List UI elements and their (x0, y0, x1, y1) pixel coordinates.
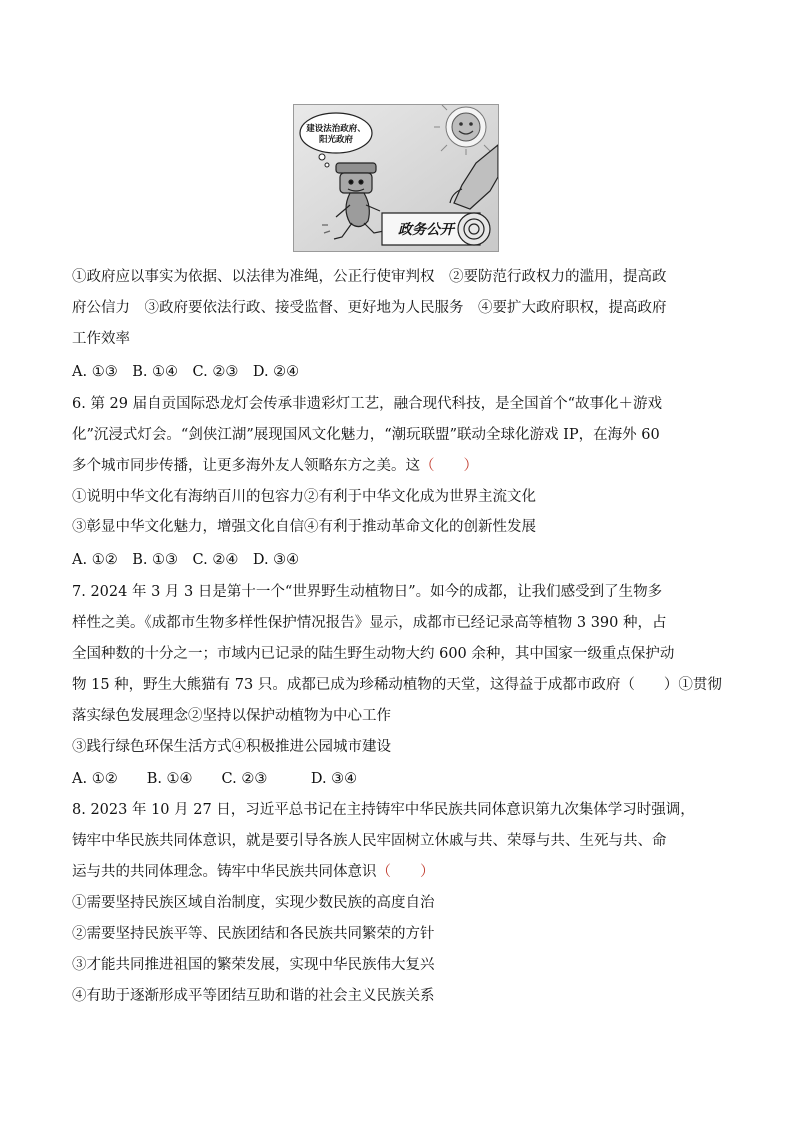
q8-option-4: ④有助于逐渐形成平等团结互助和谐的社会主义民族关系 (72, 988, 435, 1004)
q6-stem-text: 多个城市同步传播，让更多海外友人领略东方之美。这 (72, 458, 420, 474)
q7-stem-line-5: 落实绿色发展理念②坚持以保护动植物为中心工作 (72, 708, 391, 724)
q8-stem-line-1: 8. 2023 年 10 月 27 日，习近平总书记在主持铸牢中华民族共同体意识第九次集体学习时强调， (72, 802, 695, 818)
q7-option-line-2: ③践行绿色环保生活方式④积极推进公园城市建设 (72, 739, 391, 755)
q6-stem-line-2: 化”沉浸式灯会。“剑侠江湖”展现国风文化魅力，“潮玩联盟”联动全球化游戏 IP，在海外 60 (72, 427, 660, 443)
q8-stem-line-2: 铸牢中华民族共同体意识，就是要引导各族人民牢固树立休戚与共、荣辱与共、生死与共、命 (72, 833, 667, 849)
q6-option-line-1: ①说明中华文化有海纳百川的包容力②有利于中华文化成为世界主流文化 (72, 489, 536, 505)
q8-option-1: ①需要坚持民族区域自治制度，实现少数民族的高度自治 (72, 895, 435, 911)
q7-answer-choices: A. ①② B. ①④ C. ②③ D. ③④ (72, 771, 358, 787)
q6-answer-blank: （ ） (420, 458, 478, 474)
q7-stem-line-2: 样性之美。《成都市生物多样性保护情况报告》显示，成都市已经记录高等植物 3 390 种，占 (72, 615, 667, 631)
q7-stem-line-3: 全国种数的十分之一；市域内已记录的陆生野生动物大约 600 余种，其中国家一级重点保护动 (72, 646, 675, 662)
q8-stem-line-3 (72, 863, 732, 881)
q6-stem-line-3 (72, 457, 732, 475)
cartoon-drawing (294, 105, 498, 251)
bubble-text-line1: 建设法治政府、 (306, 124, 366, 134)
q5-option-line-3: 工作效率 (72, 331, 130, 347)
cartoon-illustration (293, 104, 499, 252)
bubble-text-line2: 阳光政府 (318, 135, 354, 145)
q7-stem-line-1: 7. 2024 年 3 月 3 日是第十一个“世界野生动植物日”。如今的成都，让我们感受到了生物多 (72, 584, 663, 600)
q6-answer-choices: A. ①② B. ①③ C. ②④ D. ③④ (72, 552, 300, 568)
q5-option-line-1: ①政府应以事实为依据、以法律为准绳，公正行使审判权 ②要防范行政权力的滥用，提高政 (72, 269, 667, 285)
q7-stem-line-4: 物 15 种，野生大熊猫有 73 只。成都已成为珍稀动植物的天堂，这得益于成都市政府（ ）①贯彻 (72, 677, 722, 693)
scroll-label: 政务公开 (398, 222, 454, 238)
q5-answer-choices: A. ①③ B. ①④ C. ②③ D. ②④ (72, 364, 300, 380)
q8-option-3: ③才能共同推进祖国的繁荣发展，实现中华民族伟大复兴 (72, 957, 435, 973)
q6-option-line-2: ③彰显中华文化魅力，增强文化自信④有利于推动革命文化的创新性发展 (72, 519, 536, 535)
q8-answer-blank: （ ） (376, 864, 435, 880)
q8-stem-text: 运与共的共同体理念。铸牢中华民族共同体意识 (72, 864, 377, 880)
q5-option-line-2: 府公信力 ③政府要依法行政、接受监督、更好地为人民服务 ④要扩大政府职权，提高政府 (72, 300, 667, 316)
q8-option-2: ②需要坚持民族平等、民族团结和各民族共同繁荣的方针 (72, 926, 435, 942)
q6-stem-line-1: 6. 第 29 届自贡国际恐龙灯会传承非遗彩灯工艺，融合现代科技，是全国首个“故事化＋游戏 (72, 396, 663, 412)
